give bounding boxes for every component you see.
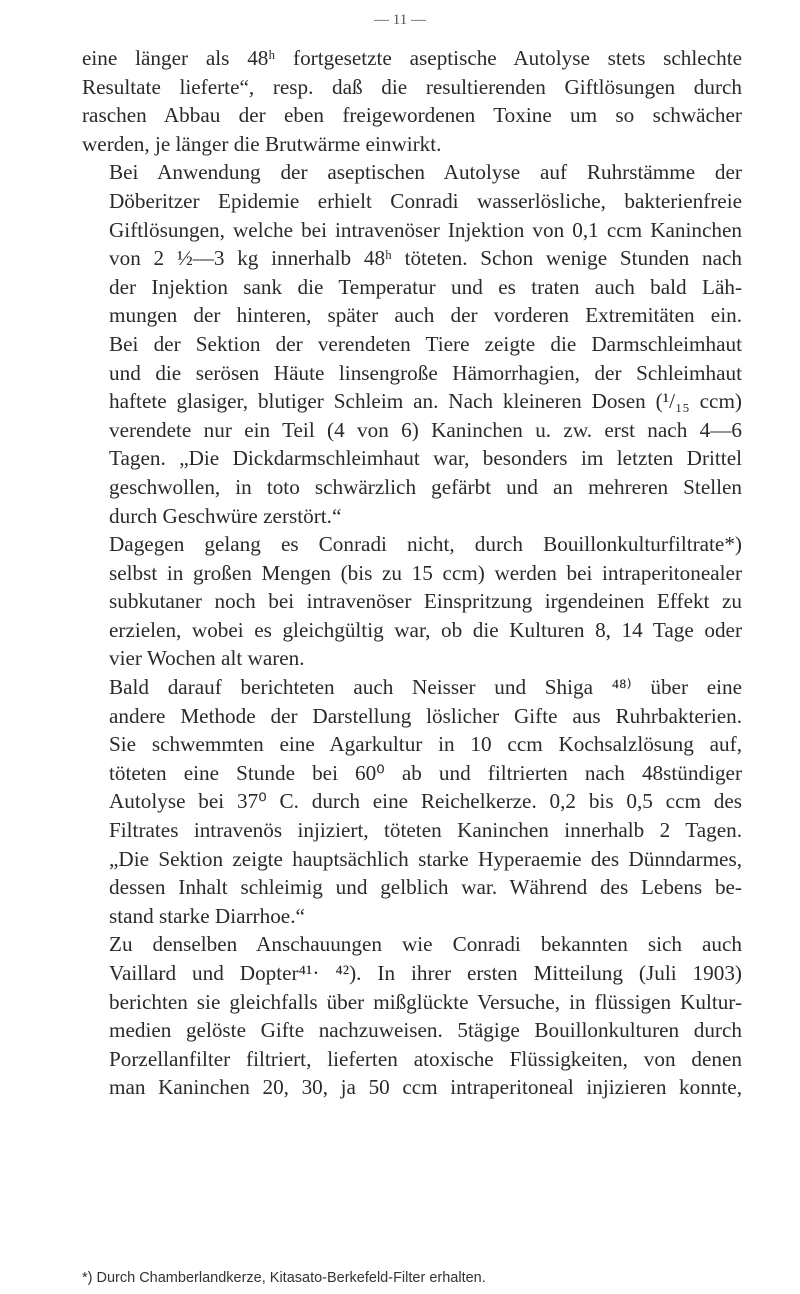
paragraph [82, 158, 742, 530]
text-line: geschwollen, in toto schwärzlich gefärbt und an mehreren Stellen [109, 474, 742, 499]
paragraph [82, 44, 742, 158]
text-line: raschen Abbau der eben freigewordenen Toxine um so schwächer [82, 103, 742, 128]
text-line: Filtrates intravenös injiziert, töteten Kaninchen innerhalb 2 Tagen. [109, 818, 742, 843]
text-line: Döberitzer Epidemie erhielt Conradi wasserlösliche, bakterienfreie [109, 188, 742, 213]
text-line: selbst in großen Mengen (bis zu 15 ccm) werden bei intraperitonealer [109, 560, 742, 585]
text-line: man Kaninchen 20, 30, ja 50 ccm intraperitoneal injizieren konnte, [109, 1075, 742, 1100]
text-line: der Injektion sank die Temperatur und es traten auch bald Läh- [109, 274, 742, 299]
text-line: haftete glasiger, blutiger Schleim an. Nach kleineren Dosen (¹/₁₅ ccm) [109, 389, 742, 414]
text-line: subkutaner noch bei intravenöser Einspritzung irgendeinen Effekt zu [109, 589, 742, 614]
text-line: eine länger als 48ʰ fortgesetzte aseptische Autolyse stets schlechte [82, 46, 742, 70]
text-line: vier Wochen alt waren. [109, 646, 305, 671]
text-line: mungen der hinteren, später auch der vorderen Extremitäten ein. [109, 303, 742, 328]
text-line: töteten eine Stunde bei 60⁰ ab und filtrierten nach 48stündiger [109, 760, 742, 785]
text-line: Vaillard und Dopter⁴¹· ⁴²). In ihrer ersten Mitteilung (Juli 1903) [109, 961, 742, 985]
text-line: Giftlösungen, welche bei intravenöser Injektion von 0,1 ccm Kaninchen [109, 217, 742, 242]
text-line: andere Methode der Darstellung löslicher Gifte aus Ruhrbakterien. [109, 703, 742, 728]
text-line: Dagegen gelang es Conradi nicht, durch Bouillonkulturfiltrate*) [109, 532, 742, 557]
text-line: „Die Sektion zeigte hauptsächlich starke Hyperaemie des Dünndarmes, [109, 846, 742, 871]
text-line: durch Geschwüre zerstört.“ [109, 503, 342, 528]
text-line: Autolyse bei 37⁰ C. durch eine Reichelkerze. 0,2 bis 0,5 ccm des [109, 789, 742, 814]
text-line: Bei Anwendung der aseptischen Autolyse auf Ruhrstämme der [109, 160, 742, 185]
text-line: stand starke Diarrhoe.“ [109, 903, 305, 928]
text-line: dessen Inhalt schleimig und gelblich war. Während des Lebens be- [109, 875, 742, 900]
text-line: Bei der Sektion der verendeten Tiere zeigte die Darmschleimhaut [109, 331, 742, 356]
text-line: werden, je länger die Brutwärme einwirkt. [82, 131, 442, 156]
text-line: Tagen. „Die Dickdarmschleimhaut war, besonders im letzten Drittel [109, 446, 742, 471]
text-line: verendete nur ein Teil (4 von 6) Kaninchen u. zw. erst nach 4—6 [109, 417, 742, 442]
text-line: Porzellanfilter filtriert, lieferten atoxische Flüssigkeiten, von denen [109, 1046, 742, 1071]
paragraph [82, 930, 742, 1102]
body-text [82, 44, 742, 1102]
paragraph [82, 530, 742, 673]
text-line: Bald darauf berichteten auch Neisser und Shiga ⁴⁸⁾ über eine [109, 675, 742, 700]
text-line: und die serösen Häute linsengroße Hämorrhagien, der Schleimhaut [109, 360, 742, 385]
text-line: berichten sie gleichfalls über mißglückte Versuche, in flüssigen Kultur- [109, 989, 742, 1014]
text-line: Zu denselben Anschauungen wie Conradi bekannten sich auch [109, 932, 742, 957]
text-line: erzielen, wobei es gleichgültig war, ob die Kulturen 8, 14 Tage oder [109, 617, 742, 642]
text-line: von 2 ½—3 kg innerhalb 48ʰ töteten. Schon wenige Stunden nach [109, 246, 742, 271]
text-line: Resultate lieferte“, resp. daß die resultierenden Giftlösungen durch [82, 74, 742, 99]
footnote: *) Durch Chamberlandkerze, Kitasato-Berkefeld-Filter erhalten. [82, 1270, 486, 1286]
paragraph [82, 673, 742, 930]
page-number: — 11 — [374, 12, 426, 28]
text-line: Sie schwemmten eine Agarkultur in 10 ccm Kochsalzlösung auf, [109, 732, 742, 757]
text-line: medien gelöste Gifte nachzuweisen. 5tägige Bouillonkulturen durch [109, 1018, 742, 1043]
